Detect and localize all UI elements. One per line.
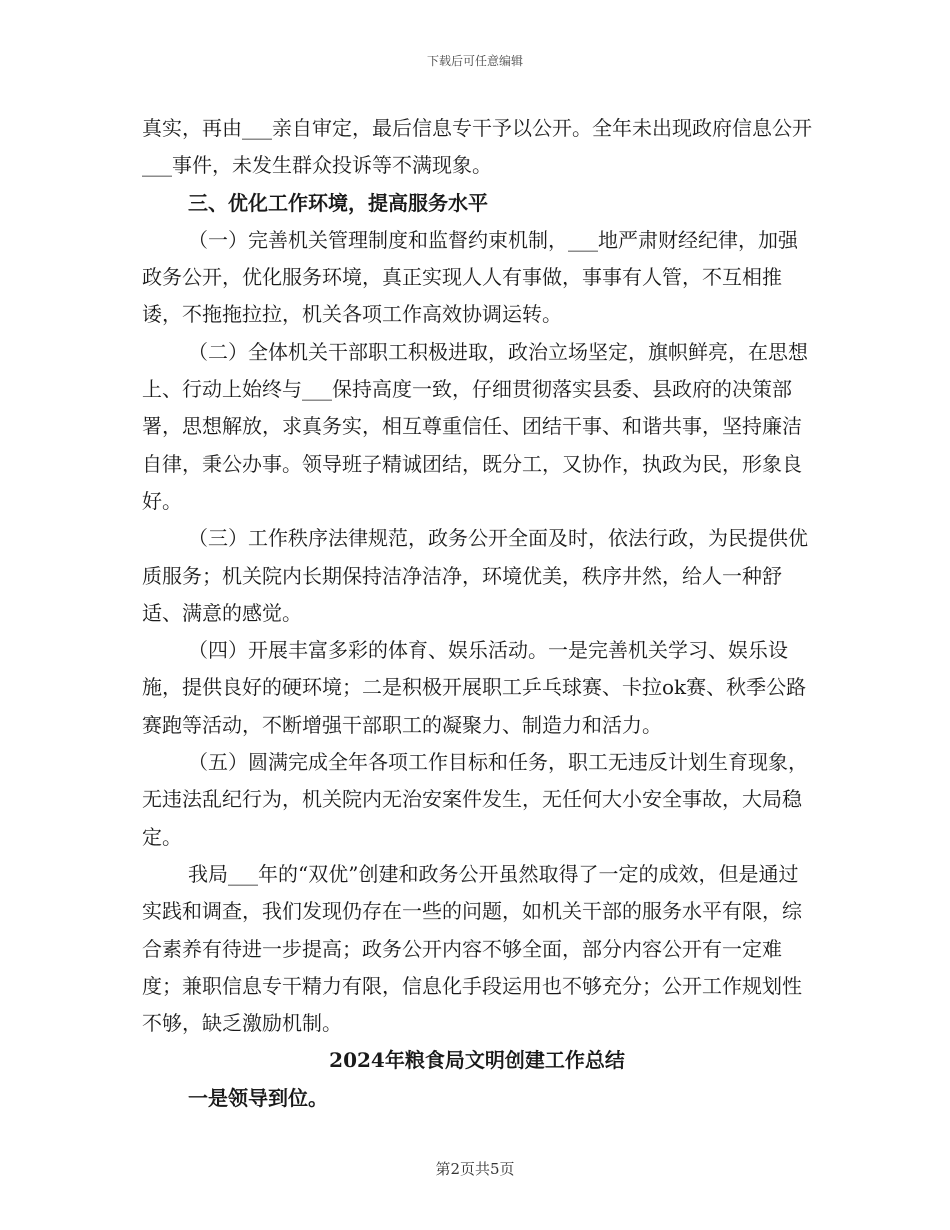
paragraph-item-1: （一）完善机关管理制度和监督约束机制，___地严肃财经纪律，加强政务公开，优化服务环境，真正实现人人有事做，事事有人管，不互相推诿，不拖拖拉拉，机关各项工作高效协调运转。 xyxy=(142,227,798,327)
paragraph-item-4: （四）开展丰富多彩的体育、娱乐活动。一是完善机关学习、娱乐设施，提供良好的硬环境；二是积极开展职工乒乓球赛、卡拉ok赛、秋季公路赛跑等活动，不断增强干部职工的凝聚力、制造力和活力。 xyxy=(142,638,807,737)
paragraph-item-3: （三）工作秩序法律规范，政务公开全面及时，依法行政，为民提供优质服务；机关院内长期保持洁净洁净，环境优美，秩序井然，给人一种舒适、满意的感觉。 xyxy=(142,526,808,625)
paragraph-item-5: （五）圆满完成全年各项工作目标和任务，职工无违反计划生育现象，无违法乱纪行为，机关院内无治安案件发生，无任何大小安全事故，大局稳定。 xyxy=(142,750,808,849)
document-title: 2024年粮食局文明创建工作总结 xyxy=(329,1048,625,1073)
page-header: 下载后可任意编辑 xyxy=(426,54,523,68)
paragraph-item-2: （二）全体机关干部职工积极进取，政治立场坚定，旗帜鲜亮，在思想上、行动上始终与___保持高度一致，仔细贯彻落实县委、县政府的决策部署，思想解放，求真务实，相互尊重信任、团结干事、和谐共事，坚持廉洁自律，秉公办事。领导班子精诚团结，既分工，又协作，执政为民，形象良好。 xyxy=(142,339,808,513)
paragraph-summary: 我局___年的“双优”创建和政务公开虽然取得了一定的成效，但是通过实践和调查，我们发现仍存在一些的问题，如机关干部的服务水平有限，综合素养有待进一步提高；政务公开内容不够全面，部分内容公开有一定难度；兼职信息专干精力有限，信息化手段运用也不够充分；公开工作规划性不够，缺乏激励机制。 xyxy=(142,861,802,1036)
paragraph-continuation: 真实，再由___亲自审定，最后信息专干予以公开。全年未出现政府信息公开___事件，未发生群众投诉等不满现象。 xyxy=(142,116,812,178)
page-footer: 第2页共5页 xyxy=(435,1160,515,1178)
section-heading: 三、优化工作环境，提高服务水平 xyxy=(188,190,488,215)
document-body xyxy=(142,110,812,1117)
subheading-leadership: 一是领导到位。 xyxy=(188,1085,328,1110)
